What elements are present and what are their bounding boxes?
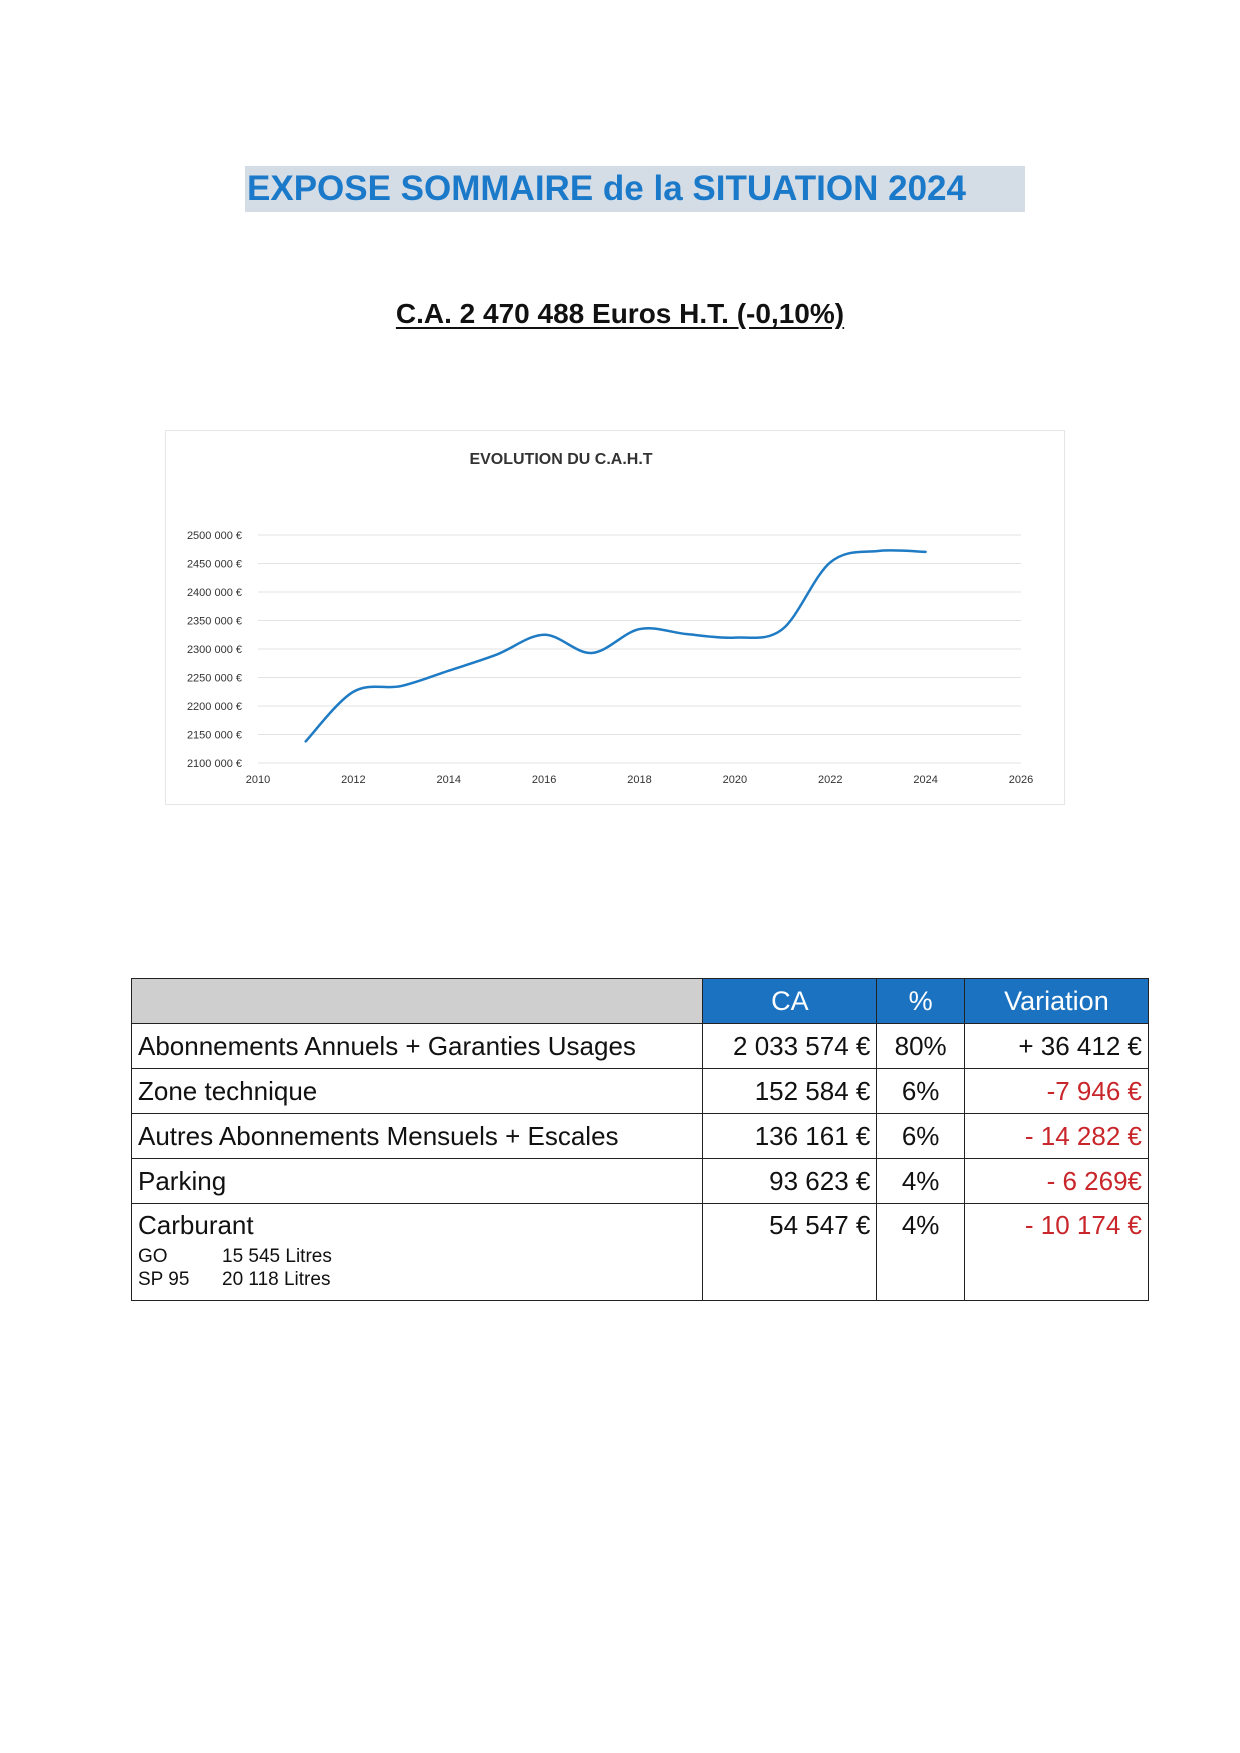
row-ca: 136 161 € [703,1114,877,1159]
y-tick-label: 2450 000 € [186,558,242,571]
fuel-name: SP 95 [138,1269,190,1290]
x-tick-label: 2020 [722,774,748,786]
page-title: EXPOSE SOMMAIRE de la SITUATION 2024 [245,166,1025,212]
row-label: Zone technique [132,1069,703,1114]
fuel-volume: 20 118 Litres [222,1269,331,1290]
header-blank-cell [132,979,703,1024]
y-tick-label: 2250 000 € [186,672,242,685]
fuel-volumes [138,1245,696,1291]
y-tick-label: 2400 000 € [186,587,242,599]
series-line [306,550,926,741]
header-ca: CA [703,979,877,1024]
row-percent: 6% [877,1069,965,1114]
table-row [132,1114,1149,1159]
y-tick-label: 2300 000 € [186,644,242,656]
y-tick-label: 2150 000 € [186,729,242,742]
table-row-carburant [132,1204,1149,1301]
table-row [132,1159,1149,1204]
x-tick-label: 2022 [818,774,843,786]
header-variation: Variation [964,979,1148,1024]
fuel-line-sp95 [138,1268,696,1291]
x-tick-label: 2012 [341,774,366,786]
row-ca: 54 547 € [703,1204,877,1301]
x-tick-label: 2014 [436,774,461,786]
x-tick-label: 2016 [531,774,557,786]
x-tick-label: 2024 [913,774,938,786]
row-variation: - 6 269€ [964,1159,1148,1204]
revenue-table [131,978,1149,1301]
row-ca: 152 584 € [703,1069,877,1114]
row-label-carburant [132,1204,703,1301]
row-variation: - 10 174 € [964,1204,1148,1301]
fuel-name: GO [138,1246,168,1267]
row-variation: + 36 412 € [964,1024,1148,1069]
table-row [132,1024,1149,1069]
revenue-heading: C.A. 2 470 488 Euros H.T. (-0,10%) [395,298,845,329]
y-tick-label: 2100 000 € [186,758,242,770]
fuel-volume: 15 545 Litres [222,1246,332,1267]
chart-title: EVOLUTION DU C.A.H.T [469,451,653,468]
row-percent: 4% [877,1204,965,1301]
x-tick-label: 2018 [627,774,652,786]
y-tick-label: 2200 000 € [186,701,242,713]
fuel-line-go [138,1245,696,1268]
table-header-row [132,979,1149,1024]
x-tick-label: 2026 [1008,774,1034,786]
row-variation: -7 946 € [964,1069,1148,1114]
row-percent: 6% [877,1114,965,1159]
row-label: Autres Abonnements Mensuels + Escales [132,1114,703,1159]
y-tick-label: 2350 000 € [186,615,242,628]
row-percent: 80% [877,1024,965,1069]
revenue-chart [165,430,1065,805]
x-tick-label: 2010 [245,774,271,786]
row-variation: - 14 282 € [964,1114,1148,1159]
row-percent: 4% [877,1159,965,1204]
header-percent: % [877,979,965,1024]
row-label: Abonnements Annuels + Garanties Usages [132,1024,703,1069]
revenue-chart-svg [166,431,1064,804]
row-ca: 2 033 574 € [703,1024,877,1069]
row-ca: 93 623 € [703,1159,877,1204]
y-tick-label: 2500 000 € [186,530,242,542]
carburant-label: Carburant [138,1210,254,1240]
row-label: Parking [132,1159,703,1204]
table-row [132,1069,1149,1114]
